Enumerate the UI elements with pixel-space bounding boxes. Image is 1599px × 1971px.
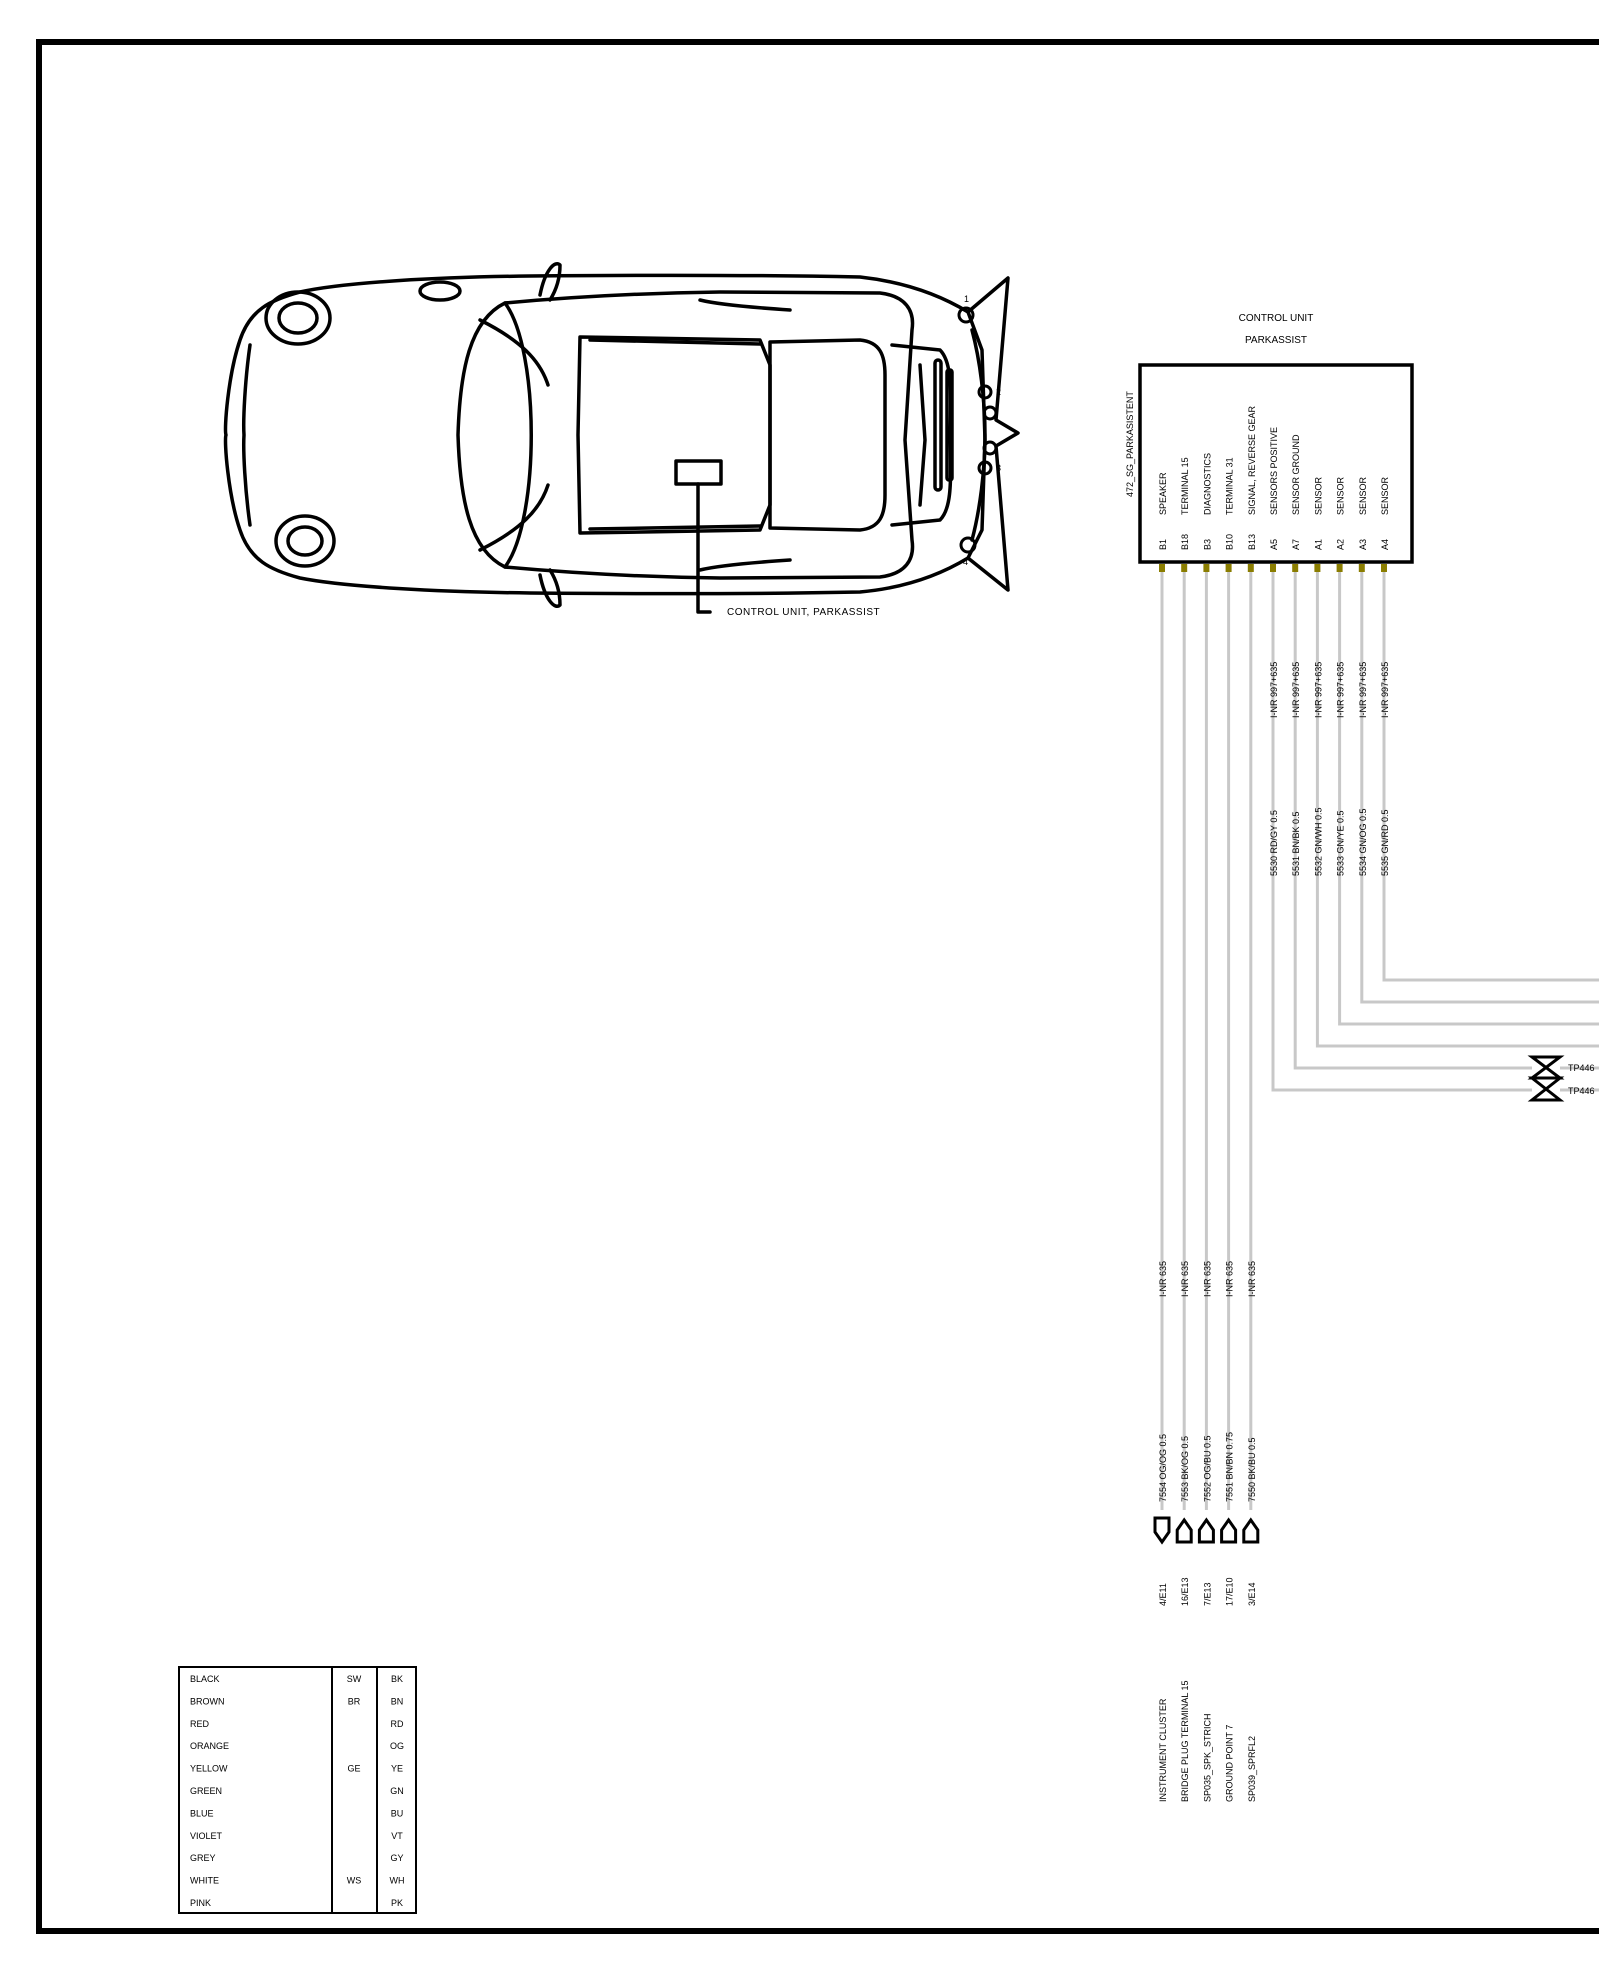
wire-tag-label: I-NR 997+635	[1313, 661, 1324, 718]
destination-name: INSTRUMENT CLUSTER	[1158, 1698, 1168, 1802]
connector-terminal-icon	[1244, 1520, 1258, 1542]
wire-id-label: 7554 OG/OG 0.5	[1158, 1433, 1168, 1502]
legend-code-en: YE	[390, 1763, 404, 1774]
pin-function-label: TERMINAL 15	[1180, 457, 1191, 515]
wire-A2	[1340, 572, 1599, 1024]
legend-code-en: GN	[390, 1786, 404, 1796]
pin-function-label: SENSOR	[1313, 476, 1324, 515]
legend-color-name: ORANGE	[190, 1741, 230, 1752]
destination-name: SP039_SPRFL2	[1246, 1735, 1257, 1802]
wire-tag-label: I-NR 997+635	[1357, 661, 1368, 718]
svg-text:TP446: TP446	[1568, 1063, 1595, 1073]
svg-text:4: 4	[963, 557, 969, 567]
wire-tag-label: I-NR 635	[1246, 1260, 1257, 1297]
pin-id: B3	[1202, 538, 1213, 550]
legend-code-en: BK	[390, 1674, 404, 1684]
pin-id: B13	[1246, 533, 1257, 550]
pin-terminal	[1203, 564, 1209, 572]
destination-code: 3/E14	[1246, 1582, 1257, 1606]
pin-function-label: SENSOR	[1357, 476, 1368, 515]
legend-code-en: PK	[390, 1898, 404, 1908]
pin-terminal	[1270, 564, 1276, 572]
legend-code-en: VT	[391, 1830, 403, 1841]
wire-A7	[1295, 572, 1532, 1068]
svg-text:1: 1	[964, 294, 970, 304]
pin-terminal	[1337, 564, 1343, 572]
pin-terminal	[1381, 564, 1387, 572]
test-points	[1532, 1057, 1595, 1100]
car-top-view	[226, 264, 1018, 618]
control-unit-subtitle: PARKASSIST	[1244, 335, 1308, 346]
pin-id: A5	[1269, 538, 1279, 550]
headlight-top	[266, 292, 330, 344]
svg-text:3: 3	[996, 463, 1002, 473]
destination-name: SP035_SPK_STRICH	[1202, 1713, 1213, 1802]
pin-function-label: TERMINAL 31	[1224, 457, 1235, 515]
svg-text:2: 2	[996, 387, 1002, 397]
pin-function-label: SENSOR	[1380, 476, 1390, 515]
wire-A4	[1384, 572, 1599, 980]
pin-id: A3	[1357, 538, 1368, 550]
car-sensor-markers	[959, 294, 1001, 567]
wire-tag-label: I-NR 635	[1202, 1260, 1213, 1297]
destination-code: 4/E11	[1158, 1583, 1168, 1606]
wire-id-label: 7553 BK/OG 0.5	[1180, 1435, 1191, 1502]
legend-code-en: BN	[390, 1696, 404, 1707]
legend-color-name: VIOLET	[190, 1830, 223, 1841]
wire-A5	[1273, 572, 1532, 1090]
pin-terminal	[1181, 564, 1187, 572]
pin-id: A2	[1335, 538, 1346, 550]
legend-color-name: BLACK	[190, 1674, 220, 1684]
connector-terminal-icon	[1222, 1520, 1236, 1542]
svg-text:TP446: TP446	[1568, 1086, 1595, 1096]
destination-name: BRIDGE PLUG TERMINAL 15	[1180, 1680, 1191, 1802]
control-unit-on-car	[676, 461, 721, 484]
destination-code: 17/E10	[1224, 1577, 1235, 1606]
legend-code-en: BU	[390, 1808, 404, 1819]
wire-harness	[1155, 572, 1599, 1802]
wire-tag-label: I-NR 635	[1180, 1260, 1191, 1297]
pin-id: A7	[1291, 538, 1302, 550]
wire-id-label: 5533 GN/YE 0.5	[1335, 810, 1346, 876]
legend-code-en: WH	[389, 1875, 405, 1886]
wire-id-label: 5535 GN/RD 0.5	[1380, 809, 1390, 876]
pin-function-label: SPEAKER	[1158, 472, 1168, 515]
headlight-bottom	[276, 516, 334, 566]
legend-code-de: GE	[347, 1763, 361, 1774]
control-unit-parkassist	[1125, 313, 1412, 572]
destination-name: GROUND POINT 7	[1224, 1724, 1235, 1802]
legend-code-de: SW	[346, 1674, 362, 1684]
wire-tag-label: I-NR 997+635	[1269, 661, 1279, 718]
pin-terminal	[1314, 564, 1320, 572]
pin-function-label: SIGNAL, REVERSE GEAR	[1246, 405, 1257, 515]
wire-A3	[1362, 572, 1599, 1002]
pin-terminal	[1159, 564, 1165, 572]
connector-terminal-icon	[1177, 1520, 1191, 1542]
legend-code-de: WS	[346, 1875, 362, 1886]
wire-id-label: 5534 GN/OG 0.5	[1357, 808, 1368, 876]
legend-color-name: WHITE	[190, 1875, 219, 1886]
wire-id-label: 5531 BN/BK 0.5	[1291, 811, 1302, 876]
wire-id-label: 5532 GN/WH 0.5	[1313, 807, 1324, 876]
pin-function-label: SENSOR GROUND	[1291, 434, 1302, 515]
legend-color-name: RED	[190, 1718, 210, 1729]
pin-terminal	[1292, 564, 1298, 572]
legend-code-en: OG	[389, 1741, 405, 1752]
wire-tag-label: I-NR 997+635	[1335, 661, 1346, 718]
wire-id-label: 7552 OG/BU 0.5	[1202, 1435, 1213, 1502]
legend-color-name: PINK	[190, 1898, 212, 1908]
pin-id: B18	[1180, 533, 1191, 550]
pin-id: B10	[1224, 533, 1235, 550]
pin-terminal	[1248, 564, 1254, 572]
destination-code: 7/E13	[1202, 1582, 1213, 1606]
pin-terminal	[1226, 564, 1232, 572]
connector-terminal-icon	[1155, 1518, 1169, 1542]
pin-id: A4	[1380, 538, 1390, 550]
wire-tag-label: I-NR 997+635	[1380, 661, 1390, 718]
color-legend	[179, 1667, 416, 1913]
pin-function-label: DIAGNOSTICS	[1202, 452, 1213, 515]
legend-color-name: BROWN	[190, 1696, 225, 1707]
legend-code-en: GY	[390, 1853, 404, 1864]
legend-color-name: YELLOW	[190, 1763, 228, 1774]
pin-id: B1	[1158, 538, 1168, 550]
pin-function-label: SENSOR	[1335, 476, 1346, 515]
legend-code-en: RD	[390, 1718, 404, 1729]
destination-code: 16/E13	[1180, 1577, 1191, 1606]
pin-function-label: SENSORS POSITIVE	[1269, 426, 1279, 515]
control-unit-id: 472_SG_PARKASISTENT	[1125, 391, 1135, 497]
connector-terminal-icon	[1199, 1520, 1213, 1542]
legend-color-name: GREEN	[190, 1786, 223, 1796]
legend-color-name: GREY	[190, 1853, 216, 1864]
wire-tag-label: I-NR 997+635	[1291, 661, 1302, 718]
legend-color-name: BLUE	[190, 1808, 214, 1819]
wire-tag-label: I-NR 635	[1224, 1260, 1235, 1297]
wire-tag-label: I-NR 635	[1158, 1260, 1168, 1297]
pin-id: A1	[1313, 538, 1324, 550]
pin-terminal	[1359, 564, 1365, 572]
wire-id-label: 7551 BN/BN 0.75	[1224, 1431, 1235, 1502]
wire-id-label: 5530 RD/GY 0.5	[1269, 810, 1279, 876]
wire-id-label: 7550 BK/BU 0.5	[1246, 1437, 1257, 1502]
control-unit-title: CONTROL UNIT	[1238, 313, 1314, 324]
legend-code-de: BR	[347, 1696, 361, 1707]
callout-control-unit: CONTROL UNIT, PARKASSIST	[727, 607, 881, 618]
page-frame	[39, 42, 1599, 1931]
